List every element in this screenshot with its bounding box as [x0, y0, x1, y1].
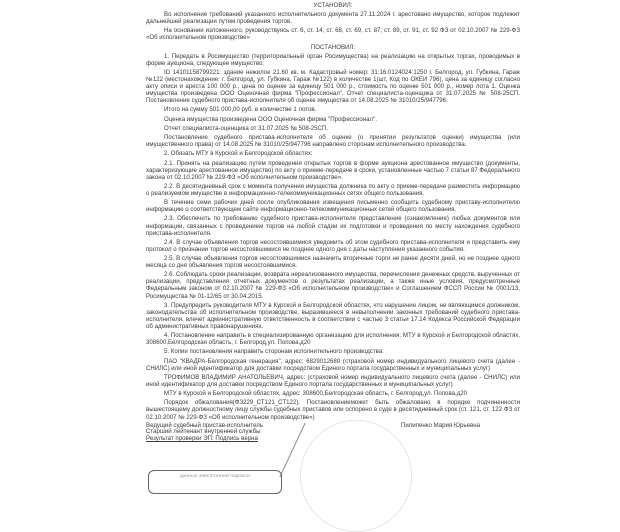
paragraph: Итого на сумму 501 000,00 руб. в количестве 1 лотов. [164, 106, 317, 114]
paragraph: 2. Обязать МТУ в Курской и Белгородской областях: [164, 150, 313, 158]
paragraph: Оценка имущества произведена ООО Оценочная фирма "Профессионал". [164, 115, 377, 123]
paragraph: Отчет специалиста-оценщика от 31.07.2025 № 508-25СП. [164, 124, 329, 132]
paragraph: Порядок обжалования(ФЗ229_СТ121_СТ122). Постановлениеможет быть обжаловано в порядке подчиненности вышестоящему должностному лицу службы судебных приставов или оспорено в суде в десятидневный срок (ст. 121, ст. 122 ФЗ от 02.10.2007 № 229-ФЗ «Об исполнительном производстве») [146, 399, 520, 421]
paragraph: Постановление судебного пристава-исполнителя об оценке (о принятии результатов оценки) имущества (или имущественного права) от 14.08.2025 № 31010/25/947796 направлено сторонам исполнительного производства. [146, 134, 520, 149]
heading-resolved: ПОСТАНОВИЛ: [310, 43, 356, 51]
paragraph: 2.5. В случае объявления торгов несостоявшимися назначить вторичные торги не ранее десяти дней, но не позднее одного месяца со дня объявления торгов несостоявшимися. [146, 255, 520, 270]
paragraph: В течение семи рабочих дней после опубликования извещения письменно сообщить судебному приставу-исполнителю информацию о соответствующем сайте информационно-телекоммуникационных сетей общего пользования. [146, 199, 520, 214]
paragraph: На основании изложенного, руководствуясь ст. 6, ст. 14, ст. 68, ст. 69, ст. 87, ст. 89, ст. 91, ст. 92 ФЗ от 02.10.2007 № 229-ФЗ «Об исполнительном производстве» [146, 27, 520, 42]
signature-check: Результат проверки ЭП: Подпись верна [146, 434, 258, 442]
heading-established: УСТАНОВИЛ: [313, 2, 353, 9]
e-signature-stamp: ДАННЫЕ ЭЛЕКТРОННОЙ ПОДПИСИ [148, 470, 282, 494]
signer-name: Пилипенко Мария Юрьевна [400, 421, 480, 429]
paragraph: ПАО "КВАДРА-Белгородская генерация", адрес: 6829012680 (страховой номер индивидуального лицевого счета (далее - СНИЛС) или иной идентификатор для доставки посредством Единого портала государственных и муниципальных услуг) [146, 357, 520, 372]
paragraph: 2.2. В десятидневный срок с момента получения имущества должника по акту о приеме-передаче разместить информацию о реализуемом имуществе в информационно-телекоммуникационных сетях общего пользования. [146, 182, 520, 197]
paragraph: 2.3. Обеспечить по требованию судебного пристава-исполнителя представление (ознакомление) любых документов или информации, связанных с проведением торгов на любой стадии их подготовки и проведения по месту нахождения судебного пристава-исполнителя. [146, 215, 520, 237]
paragraph: ТРОФИМОВ ВЛАДИМИР АНАТОЛЬЕВИЧ, адрес: (страховой номер индивидуального лицевого счета (далее - СНИЛС) или иной идентификатор для доставки посредством Единого портала государственных и муниципальных услуг) [146, 373, 520, 388]
paragraph: 2.1. Принять на реализацию путем проведения открытых торгов в форме аукциона арестованное имущество (документы, характеризующие арестованное имущество) по акту о приеме-передаче в сроки, установленные частью 7 статьи 87 Федерального закона от 02.10.2007 № 229-ФЗ «Об исполнительном производстве». [146, 159, 520, 181]
paragraph: 5. Копии постановления направить сторонам исполнительного производства: [164, 348, 384, 356]
paragraph: МТУ в Курской и Белгородской областях, адрес: 308600,Белгородская область, г. Белгород,ул. Попова,д20 [164, 390, 468, 398]
paragraph: 1. Передать в Росимущество (территориальный орган Росимущества) на реализацию на открытых торгах, проводимых в форме аукциона, следующее имущество: [146, 52, 520, 67]
signer-rank: Старший лейтенант внутренней службы [146, 428, 261, 436]
paragraph: 2.4. В случае объявления торгов несостоявшимися уведомить об этом судебного пристава-исполнителя и представить ему протокол о признании торгов несостоявшимися не позднее одного дня с даты наступления указанного события. [146, 238, 520, 253]
signer-position: Ведущий судебный пристав-исполнитель [146, 421, 264, 429]
paragraph: 4. Постановление направить в специализированную организацию для исполнения: МТУ в Курской и Белгородской областях, 308600,Белгородская область, г. Белгород,ул. Попова,д20 [146, 332, 520, 347]
paragraph: ID 14101158799221: здание нежилое 21.60 кв. м. Кадастровый номер: 31:16:0124024:1250 г. Белгород, ул. Губкина, Гараж №122 (местонахождение: г. Белгород, ул. Губкина, Гараж №122) в количестве 1(шт, Код по ОКЕИ 796), цена за единицу согласно акту описи и ареста 100 000 р., цена по оценке за единицу 501 000 р., стоимость по оценке 501 000 р., номер лота 1. Оценка имущества произведена ООО Оценочная фирма "Профессионал". Отчет специалиста-оценщика от 31.07.2025 № 508-25СП. Постановление судебного пристава-исполнителя об оценке имущества от 14.08.2025 № 31010/25/947796. [146, 68, 520, 105]
paragraph: 3. Предупредить руководителя МТУ в Курской и Белгородской областях, что нарушение лицом, не являющимся должником, законодательства об исполнительном производстве, выразившееся в невыполнении законных требований судебного пристава-исполнителя, влечет административную ответственность в соответствии с частью 3 статьи 17.14 Кодекса Российской Федерации об административных правонарушениях. [146, 301, 520, 330]
paragraph: 2.6. Соблюдать сроки реализации, возврата нереализованного имущества, перечисления денежных средств, вырученных от реализации, представления отчетных документов о результатах реализации, а также иные условия, предусмотренные Федеральным законом от 02.10.2007 № 229-ФЗ «Об исполнительном производстве» и Соглашением ФССП России № 0001/13, Росимущества № 01-12/65 от 30.04.2015. [146, 271, 520, 300]
paragraph: Во исполнение требований указанного исполнительного документа 27.11.2024 г. арестовано имущество, которое подлежит дальнейшей реализации путем проведения торгов. [146, 11, 520, 26]
document-body [146, 1, 520, 443]
seal-watermark [300, 420, 412, 532]
